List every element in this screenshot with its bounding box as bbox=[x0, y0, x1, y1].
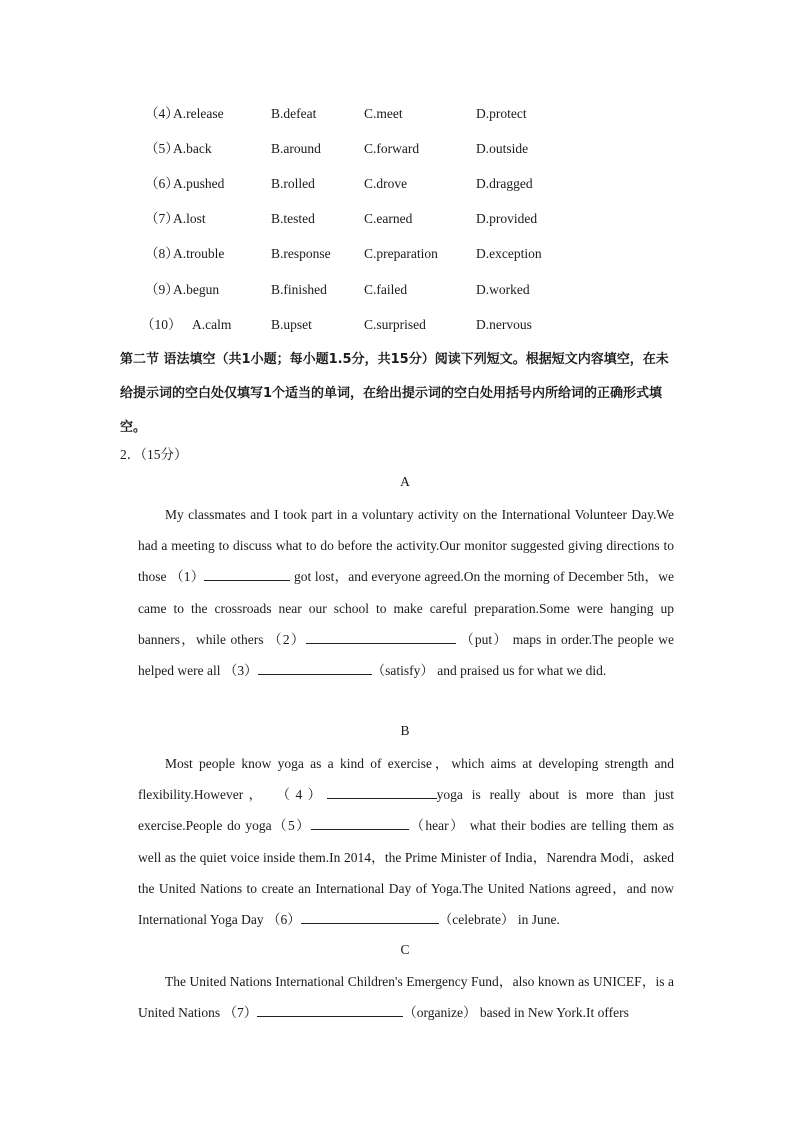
passage-text: （hear） what their bodies are telling them as well as the quiet voice inside them.In 2014，the Prime Minister of India，Narendra Modi，asked the United Nations to create an International Day of Yoga.The United Nations agreed，and now International Yoga Day （6） bbox=[138, 818, 674, 928]
option-a: A.pushed bbox=[173, 176, 225, 191]
option-b: B.around bbox=[271, 141, 321, 156]
option-b: B.defeat bbox=[271, 106, 317, 121]
option-a: A.back bbox=[173, 141, 212, 156]
passage-text: （celebrate） in June. bbox=[438, 912, 560, 928]
passage-b bbox=[138, 748, 674, 935]
option-a: A.release bbox=[173, 106, 224, 121]
blank-3[interactable] bbox=[258, 661, 372, 675]
option-c: C.meet bbox=[364, 106, 403, 121]
passage-a-title: A bbox=[400, 474, 410, 489]
passage-text: （satisfy） and praised us for what we did. bbox=[371, 663, 607, 679]
option-a: A.begun bbox=[173, 282, 220, 297]
option-d: D.protect bbox=[476, 106, 527, 121]
question-number: （10） bbox=[141, 317, 182, 332]
option-b: B.response bbox=[271, 246, 331, 261]
option-c: C.forward bbox=[364, 141, 420, 156]
blank-1[interactable] bbox=[204, 567, 290, 581]
question-number: （6） bbox=[145, 176, 179, 191]
passage-text: got lost，and everyone agreed.On the morning of December 5th，we came to the crossroads near our school to make careful preparation.Some were hanging up banners，while others （2） bbox=[138, 569, 674, 647]
question-number: （9） bbox=[145, 282, 179, 297]
option-d: D.exception bbox=[476, 246, 542, 261]
option-b: B.rolled bbox=[271, 176, 315, 191]
passage-c-title: C bbox=[400, 942, 410, 957]
option-c: C.preparation bbox=[364, 246, 438, 261]
option-d: D.nervous bbox=[476, 317, 532, 332]
question-number: （7） bbox=[145, 211, 179, 226]
blank-4[interactable] bbox=[327, 785, 437, 799]
blank-2[interactable] bbox=[306, 630, 456, 644]
passage-text: （organize） based in New York.It offers bbox=[403, 1005, 629, 1021]
option-a: A.lost bbox=[173, 211, 206, 226]
question-number: 2．（15分） bbox=[120, 447, 188, 462]
passage-text: （put） maps in order.The people we helped were all （3） bbox=[138, 631, 675, 679]
question-number: （8） bbox=[145, 246, 179, 261]
passage-c bbox=[138, 966, 674, 1028]
option-c: C.failed bbox=[364, 282, 408, 297]
option-a: A.calm bbox=[192, 317, 232, 332]
option-a: A.trouble bbox=[173, 246, 225, 261]
passage-b-title: B bbox=[400, 723, 410, 738]
passage-text: My classmates and I took part in a voluntary activity on the International Volunteer Day.We had a meeting to discuss what to do before the activity.Our monitor suggested giving directions to those （1） bbox=[138, 507, 674, 585]
question-number: （5） bbox=[145, 141, 179, 156]
passage-text: Most people know yoga as a kind of exercise，which aims at developing strength and flexibility.However， （4） bbox=[138, 756, 674, 803]
option-d: D.outside bbox=[476, 141, 529, 156]
option-d: D.provided bbox=[476, 211, 538, 226]
option-d: D.worked bbox=[476, 282, 530, 297]
section-instructions: 第二节 语法填空（共1小题；每小题1.5分，共15分）阅读下列短文。根据短文内容填空，在未给提示词的空白处仅填写1个适当的单词，在给出提示词的空白处用括号内所给词的正确形式填空。 bbox=[120, 352, 669, 435]
question-number: （4） bbox=[145, 106, 179, 121]
option-c: C.earned bbox=[364, 211, 413, 226]
blank-5[interactable] bbox=[311, 816, 409, 830]
option-b: B.upset bbox=[271, 317, 312, 332]
blank-7[interactable] bbox=[257, 1003, 403, 1017]
option-b: B.tested bbox=[271, 211, 315, 226]
passage-text: yoga is really about is more than just exercise.People do yoga（5） bbox=[138, 787, 675, 834]
option-c: C.drove bbox=[364, 176, 408, 191]
option-d: D.dragged bbox=[476, 176, 533, 191]
option-c: C.surprised bbox=[364, 317, 426, 332]
blank-6[interactable] bbox=[301, 910, 439, 924]
passage-a bbox=[138, 499, 674, 686]
passage-text: The United Nations International Children's Emergency Fund，also known as UNICEF，is a United Nations （7） bbox=[138, 974, 674, 1021]
option-b: B.finished bbox=[271, 282, 327, 297]
